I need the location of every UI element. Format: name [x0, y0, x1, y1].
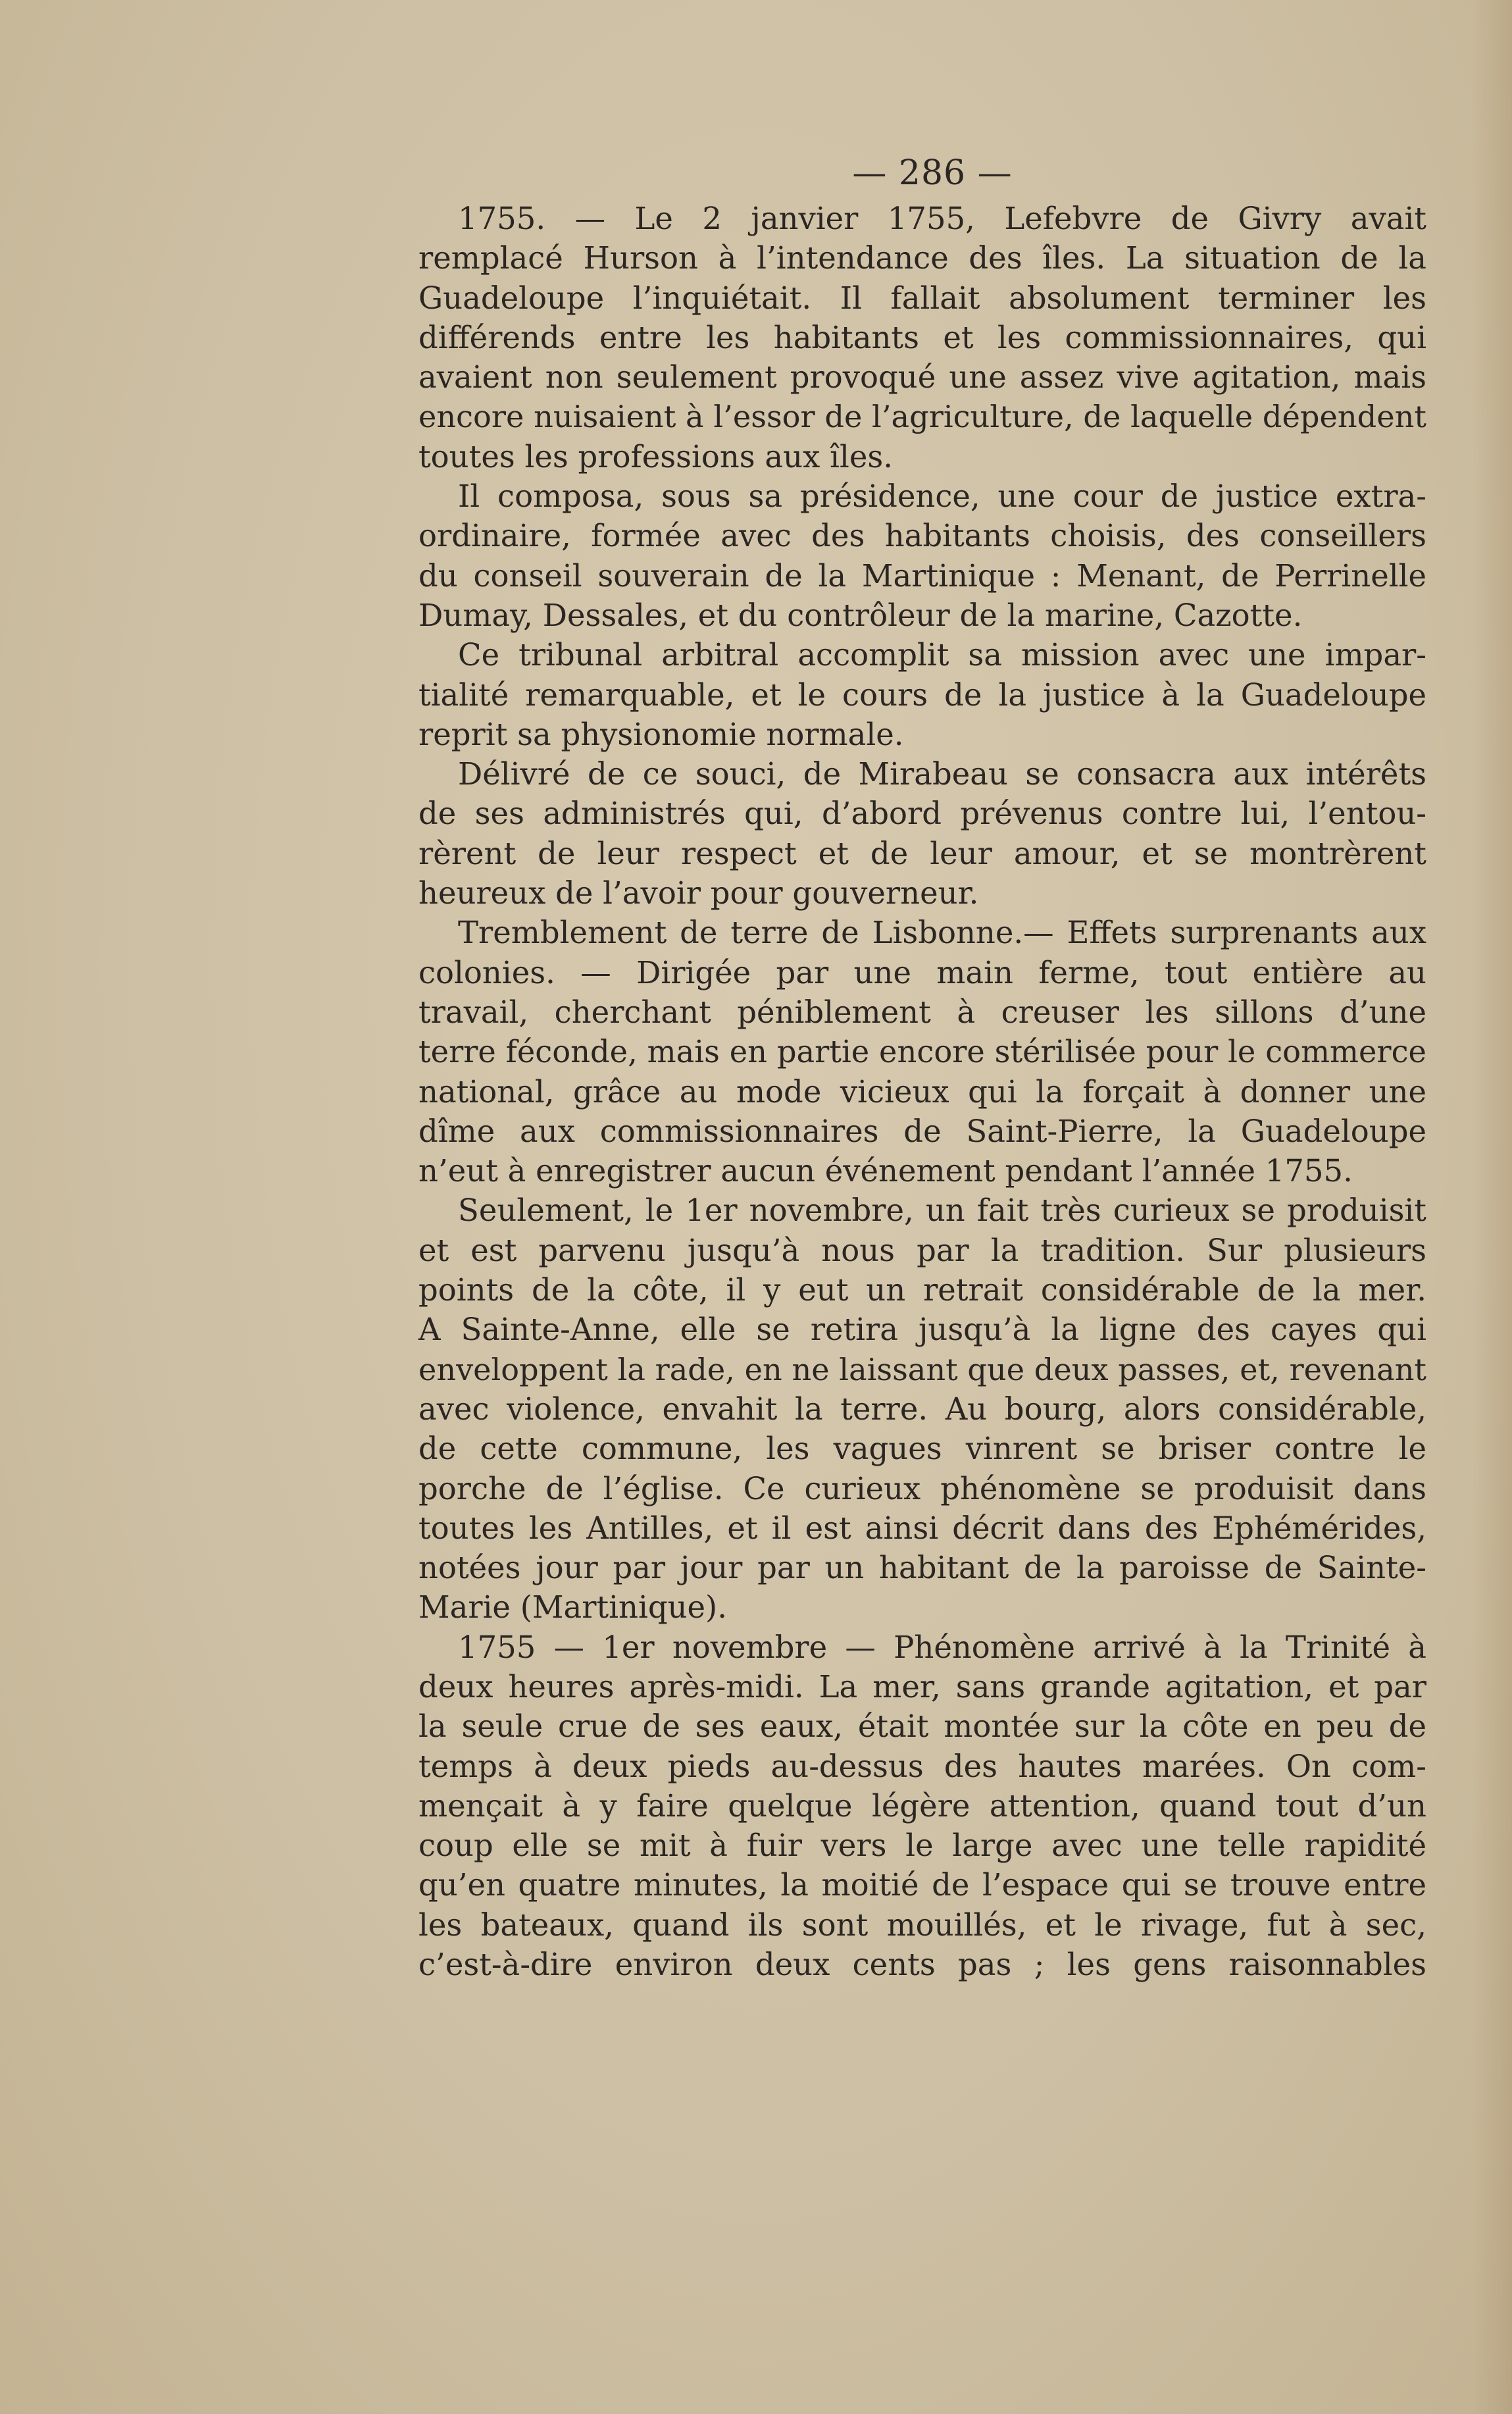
text-line: heureux de l’avoir pour gouverneur.	[418, 875, 979, 912]
text-line: avec violence, envahit la terre. Au bourg, alors considérable,	[418, 1391, 1426, 1427]
page-text-block	[418, 153, 1426, 1984]
text-line: encore nuisaient à l’essor de l’agriculture, de laquelle dépendent	[418, 399, 1426, 435]
text-line: rèrent de leur respect et de leur amour, et se montrèrent	[418, 835, 1426, 871]
text-line: toutes les professions aux îles.	[418, 438, 893, 475]
text-line: national, grâce au mode vicieux qui la forçait à donner une	[418, 1073, 1426, 1110]
text-line: toutes les Antilles, et il est ainsi décrit dans des Ephémérides,	[418, 1510, 1426, 1546]
text-line: Guadeloupe l’inquiétait. Il fallait absolument terminer les	[418, 280, 1426, 316]
text-line: reprit sa physionomie normale.	[418, 716, 904, 752]
text-line: Il composa, sous sa présidence, une cour de justice extra-	[458, 478, 1426, 515]
text-line: Marie (Martinique).	[418, 1589, 727, 1626]
body-text	[418, 199, 1426, 1984]
text-line: A Sainte-Anne, elle se retira jusqu’à la ligne des cayes qui	[418, 1312, 1426, 1348]
text-line: enveloppent la rade, en ne laissant que deux passes, et, revenant	[418, 1351, 1426, 1387]
text-line: de cette commune, les vagues vinrent se briser contre le	[418, 1431, 1426, 1467]
text-line: Dumay, Dessales, et du contrôleur de la marine, Cazotte.	[418, 597, 1303, 633]
text-line: n’eut à enregistrer aucun événement pendant l’année 1755.	[418, 1153, 1353, 1189]
text-line: avaient non seulement provoqué une assez vive agitation, mais	[418, 359, 1426, 396]
text-line: ordinaire, formée avec des habitants choisis, des conseillers	[418, 518, 1426, 554]
text-line: deux heures après-midi. La mer, sans grande agitation, et par	[418, 1668, 1426, 1705]
text-line: 1755 — 1er novembre — Phénomène arrivé à la Trinité à	[458, 1629, 1426, 1665]
text-line: points de la côte, il y eut un retrait considérable de la mer.	[418, 1272, 1426, 1308]
text-line: les bateaux, quand ils sont mouillés, et le rivage, fut à sec,	[418, 1907, 1426, 1943]
text-line: travail, cherchant péniblement à creuser les sillons d’une	[418, 994, 1426, 1030]
text-line: remplacé Hurson à l’intendance des îles. La situation de la	[418, 240, 1426, 276]
text-line: qu’en quatre minutes, la moitié de l’espace qui se trouve entre	[418, 1867, 1426, 1903]
page-edge-shading	[1473, 0, 1512, 2414]
text-line: Seulement, le 1er novembre, un fait très curieux se produisit	[458, 1193, 1426, 1229]
text-line: de ses administrés qui, d’abord prévenus contre lui, l’entou-	[418, 796, 1426, 832]
page-number: — 286 —	[852, 153, 1013, 193]
text-line: mençait à y faire quelque légère attention, quand tout d’un	[418, 1787, 1426, 1824]
text-line: différends entre les habitants et les commissionnaires, qui	[418, 319, 1426, 355]
text-line: dîme aux commissionnaires de Saint-Pierre, la Guadeloupe	[418, 1113, 1426, 1149]
text-line: la seule crue de ses eaux, était montée sur la côte en peu de	[418, 1708, 1426, 1745]
text-line: coup elle se mit à fuir vers le large avec une telle rapidité	[418, 1828, 1426, 1864]
text-line: terre féconde, mais en partie encore stérilisée pour le commerce	[418, 1034, 1426, 1070]
text-line: Délivré de ce souci, de Mirabeau se consacra aux intérêts	[458, 756, 1426, 792]
text-line: Tremblement de terre de Lisbonne.— Effets surprenants aux	[458, 915, 1426, 951]
text-line: Ce tribunal arbitral accomplit sa mission avec une impar-	[458, 637, 1426, 673]
text-line: porche de l’église. Ce curieux phénomène se produisit dans	[418, 1470, 1426, 1506]
text-line: colonies. — Dirigée par une main ferme, tout entière au	[418, 954, 1426, 990]
text-line: tialité remarquable, et le cours de la justice à la Guadeloupe	[418, 677, 1426, 713]
text-line: du conseil souverain de la Martinique : Menant, de Perrinelle	[418, 557, 1426, 594]
text-line: notées jour par jour par un habitant de la paroisse de Sainte-	[418, 1550, 1426, 1586]
text-line: temps à deux pieds au-dessus des hautes marées. On com-	[418, 1748, 1426, 1784]
text-line: c’est-à-dire environ deux cents pas ; les gens raisonnables	[418, 1947, 1426, 1983]
text-line: 1755. — Le 2 janvier 1755, Lefebvre de Givry avait	[458, 201, 1426, 236]
text-line: et est parvenu jusqu’à nous par la tradition. Sur plusieurs	[418, 1232, 1426, 1268]
